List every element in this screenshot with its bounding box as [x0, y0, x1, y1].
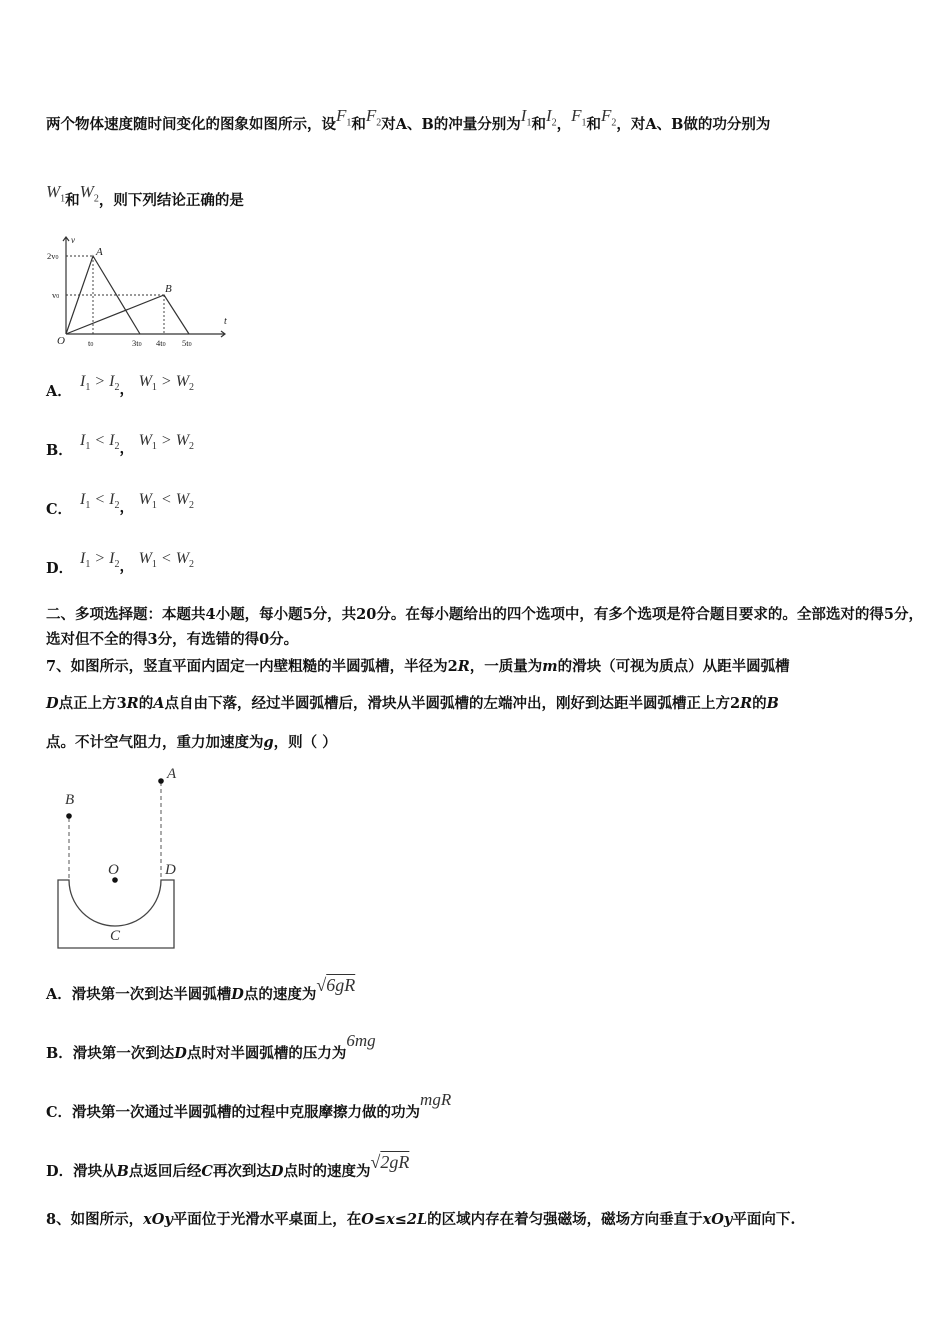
point-O: [112, 877, 118, 883]
origin-label: O: [57, 335, 65, 347]
q7-stem-line2: D点正上方3R的A点自由下落，经过半圆弧槽后，滑块从半圆弧槽的左端冲出，刚好到达距半圆弧槽正上方2R的B: [46, 695, 779, 712]
math-F1b: $F_1$: [571, 106, 587, 129]
tick-v0: v0: [52, 290, 60, 300]
tick-4t0: 4t0: [156, 338, 166, 348]
math-W2: $W_2$: [79, 182, 99, 205]
point-A-label: A: [96, 246, 103, 258]
vt-graph: [44, 228, 244, 353]
q7-option-b[interactable]: B．滑块第一次到达D点时对半圆弧槽的压力为6mg: [46, 1031, 376, 1062]
label-O: O: [108, 862, 119, 878]
tick-t0: t0: [88, 338, 94, 348]
tick-3t0: 3t0: [132, 338, 142, 348]
point-B: [66, 813, 72, 819]
q6-option-c[interactable]: C．$I_1 < I_2$， $W_1 < W_2$: [46, 491, 195, 518]
q8-stem-line1: 8、如图所示，xOy平面位于光滑水平桌面上，在O≤x≤2L的区域内存在着匀强磁场，磁场方向垂直于xOy平面向下.: [46, 1211, 796, 1228]
q7-stem-line1: 7、如图所示，竖直平面内固定一内壁粗糙的半圆弧槽，半径为2R，一质量为m的滑块（可视为质点）从距半圆弧槽: [46, 658, 790, 675]
q6-option-b[interactable]: B．$I_1 < I_2$， $W_1 > W_2$: [46, 432, 195, 459]
math-W1: $W_1$: [46, 182, 66, 205]
q6-stem-line1: 两个物体速度随时间变化的图象如图所示，设$F_1$和$F_2$对A、B的冲量分别为$I_1$和$I_2$，$F_1$和$F_2$，对A、B做的功分别为: [46, 106, 771, 133]
tick-2v0: 2v0: [47, 251, 59, 261]
label-B: B: [65, 792, 75, 808]
line-B: [66, 295, 189, 334]
q6-option-d[interactable]: D．$I_1 > I_2$， $W_1 < W_2$: [46, 550, 195, 577]
q7-option-d[interactable]: D．滑块从B点返回后经C再次到达D点时的速度为√2gR: [46, 1152, 410, 1180]
label-A: A: [167, 766, 177, 782]
math-I1: $I_1$: [520, 106, 532, 129]
point-B-label: B: [165, 283, 172, 295]
q7-option-a[interactable]: A．滑块第一次到达半圆弧槽D点的速度为√6gR: [46, 975, 356, 1003]
math-F2: $F_2$: [365, 106, 382, 129]
axis-v-label: v: [71, 235, 75, 245]
tick-5t0: 5t0: [182, 338, 192, 348]
math-F1: $F_1$: [336, 106, 352, 129]
q6-option-a[interactable]: A．$I_1 > I_2$， $W_1 > W_2$: [46, 373, 195, 400]
section-2-heading: 二、多项选择题：本题共4小题，每小题5分，共20分。在每小题给出的四个选项中，有多个选项是符合题目要求的。全部选对的得5分，选对但不全的得3分，有选错的得0分。: [46, 606, 923, 648]
groove-figure: [50, 762, 200, 952]
math-F2b: $F_2$: [601, 106, 617, 129]
label-D: D: [165, 862, 176, 878]
q6-stem-line2: $W_1$和$W_2$，则下列结论正确的是: [46, 182, 244, 209]
q7-option-c[interactable]: C．滑块第一次通过半圆弧槽的过程中克服摩擦力做的功为mgR: [46, 1090, 452, 1121]
math-I2: $I_2$: [545, 106, 557, 129]
label-C: C: [110, 928, 121, 944]
point-A: [158, 778, 164, 784]
q7-stem-line3: 点。不计空气阻力，重力加速度为g，则（ ）: [46, 734, 337, 751]
axis-t-label: t: [224, 316, 227, 327]
